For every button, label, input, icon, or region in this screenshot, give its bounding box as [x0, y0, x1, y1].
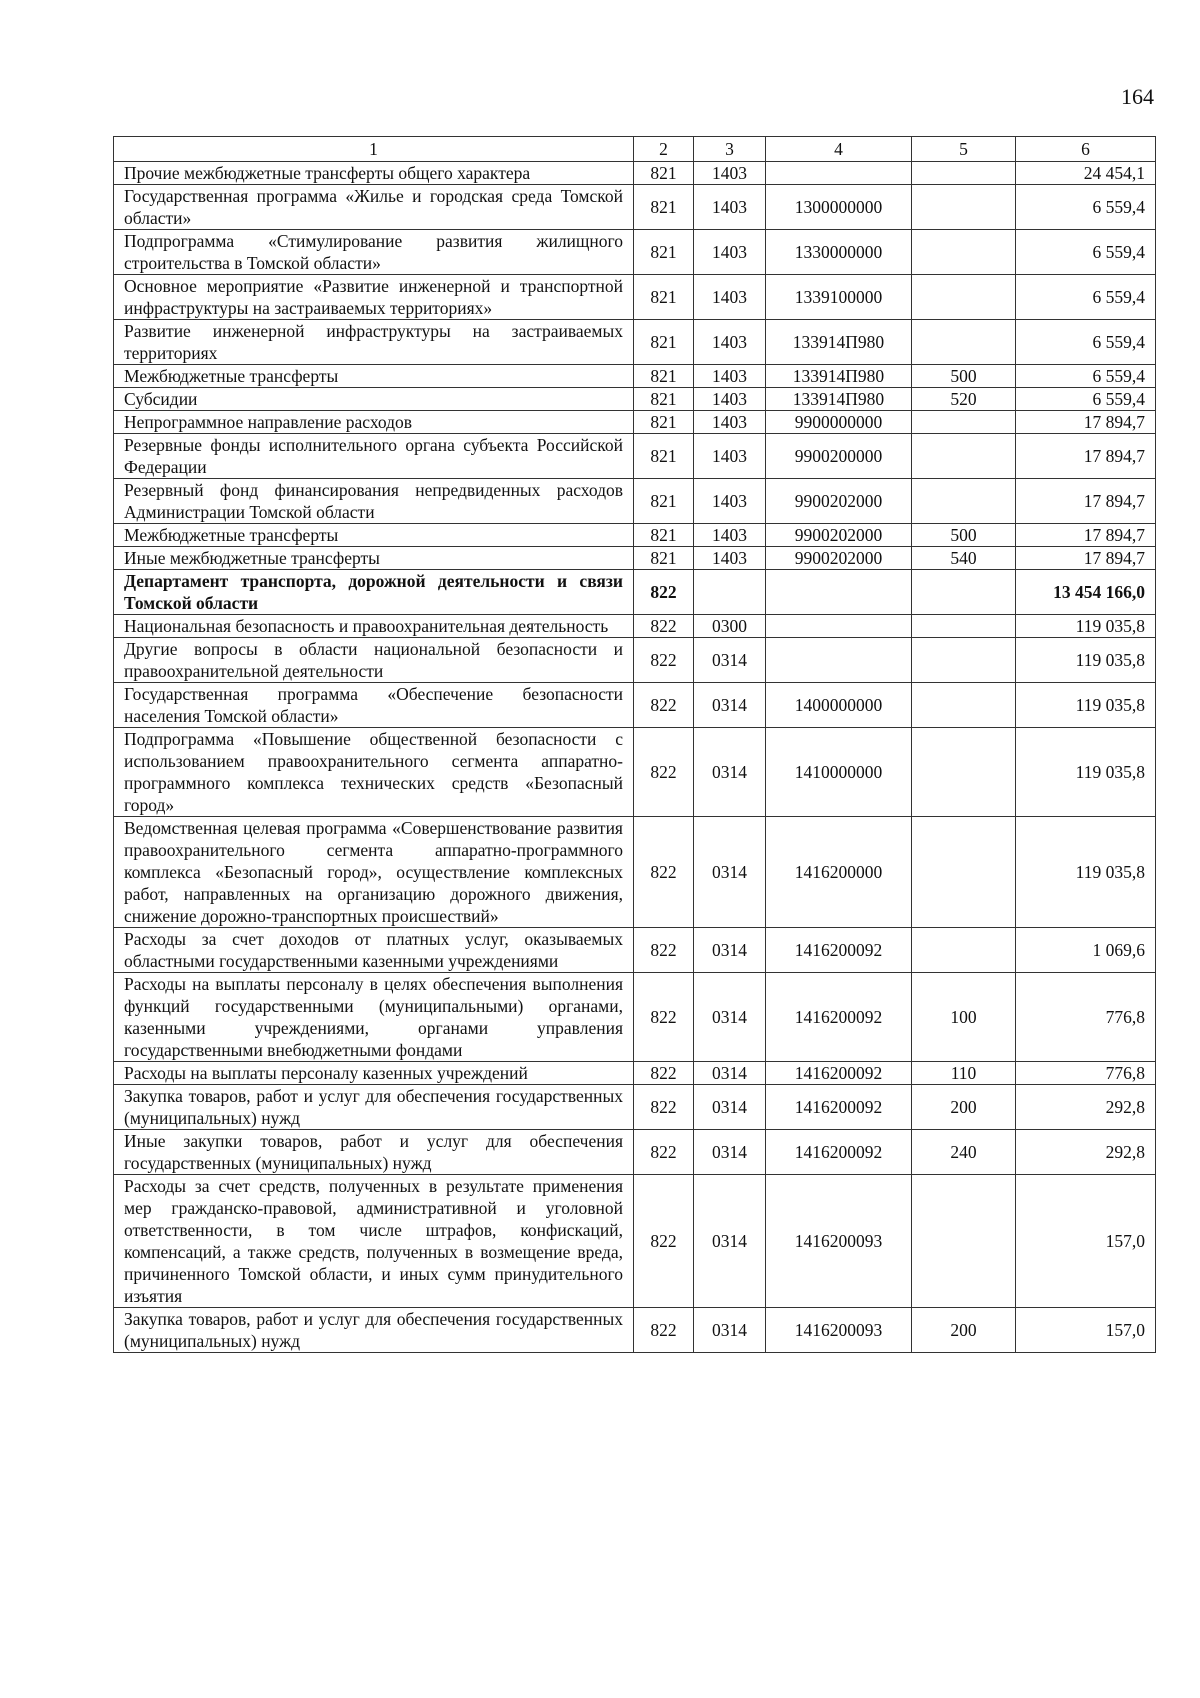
row-target-code: 9900202000 [766, 524, 912, 547]
row-name: Расходы на выплаты персоналу казенных учреждений [114, 1062, 634, 1085]
row-expense-type [912, 434, 1016, 479]
row-ministry-code: 821 [634, 275, 694, 320]
row-amount: 6 559,4 [1016, 320, 1156, 365]
row-name: Подпрограмма «Повышение общественной безопасности с использованием правоохранительного сегмента аппаратно-программного комплекса технических средств «Безопасный город» [114, 728, 634, 817]
row-ministry-code: 821 [634, 320, 694, 365]
row-amount: 119 035,8 [1016, 615, 1156, 638]
row-expense-type [912, 162, 1016, 185]
row-name: Непрограммное направление расходов [114, 411, 634, 434]
row-ministry-code: 822 [634, 1085, 694, 1130]
row-amount: 157,0 [1016, 1175, 1156, 1308]
row-section-code: 1403 [694, 320, 766, 365]
row-amount: 119 035,8 [1016, 638, 1156, 683]
row-section-code: 0314 [694, 928, 766, 973]
row-section-code: 1403 [694, 388, 766, 411]
row-section-code: 1403 [694, 434, 766, 479]
table-row [114, 434, 1156, 479]
row-name: Прочие межбюджетные трансферты общего характера [114, 162, 634, 185]
row-name: Другие вопросы в области национальной безопасности и правоохранительной деятельности [114, 638, 634, 683]
row-name: Закупка товаров, работ и услуг для обеспечения государственных (муниципальных) нужд [114, 1085, 634, 1130]
row-name: Резервный фонд финансирования непредвиденных расходов Администрации Томской области [114, 479, 634, 524]
row-target-code: 1416200092 [766, 1085, 912, 1130]
row-target-code: 9900200000 [766, 434, 912, 479]
header-cell: 1 [114, 137, 634, 162]
row-expense-type [912, 479, 1016, 524]
row-target-code: 1410000000 [766, 728, 912, 817]
row-target-code: 133914П980 [766, 365, 912, 388]
table-row [114, 365, 1156, 388]
row-ministry-code: 821 [634, 479, 694, 524]
row-ministry-code: 821 [634, 524, 694, 547]
row-expense-type [912, 320, 1016, 365]
table-row [114, 1062, 1156, 1085]
row-section-code: 0314 [694, 638, 766, 683]
table-row [114, 162, 1156, 185]
row-amount: 24 454,1 [1016, 162, 1156, 185]
row-target-code: 1416200093 [766, 1175, 912, 1308]
table-row [114, 479, 1156, 524]
row-name: Иные закупки товаров, работ и услуг для обеспечения государственных (муниципальных) нужд [114, 1130, 634, 1175]
table-row [114, 411, 1156, 434]
row-amount: 776,8 [1016, 973, 1156, 1062]
row-target-code [766, 570, 912, 615]
row-target-code [766, 162, 912, 185]
row-section-code: 1403 [694, 230, 766, 275]
row-target-code: 1416200092 [766, 928, 912, 973]
row-ministry-code: 822 [634, 570, 694, 615]
row-name: Иные межбюджетные трансферты [114, 547, 634, 570]
row-amount: 17 894,7 [1016, 411, 1156, 434]
row-ministry-code: 822 [634, 615, 694, 638]
row-expense-type: 500 [912, 365, 1016, 388]
row-amount: 17 894,7 [1016, 547, 1156, 570]
row-section-code: 1403 [694, 162, 766, 185]
table-row [114, 570, 1156, 615]
row-name: Субсидии [114, 388, 634, 411]
row-expense-type [912, 570, 1016, 615]
row-ministry-code: 822 [634, 973, 694, 1062]
row-amount: 119 035,8 [1016, 728, 1156, 817]
header-cell: 6 [1016, 137, 1156, 162]
row-ministry-code: 822 [634, 1130, 694, 1175]
row-target-code: 1416200000 [766, 817, 912, 928]
row-expense-type [912, 411, 1016, 434]
row-ministry-code: 821 [634, 365, 694, 388]
row-target-code: 1300000000 [766, 185, 912, 230]
row-ministry-code: 821 [634, 162, 694, 185]
budget-table [113, 136, 1156, 1353]
table-row [114, 928, 1156, 973]
page-number: 164 [1121, 84, 1154, 109]
row-name: Департамент транспорта, дорожной деятельности и связи Томской области [114, 570, 634, 615]
row-target-code [766, 638, 912, 683]
row-section-code: 0314 [694, 728, 766, 817]
row-name: Государственная программа «Обеспечение безопасности населения Томской области» [114, 683, 634, 728]
row-section-code: 0314 [694, 683, 766, 728]
row-target-code: 1330000000 [766, 230, 912, 275]
row-ministry-code: 821 [634, 547, 694, 570]
table-row [114, 524, 1156, 547]
row-target-code: 9900202000 [766, 547, 912, 570]
row-name: Межбюджетные трансферты [114, 524, 634, 547]
row-target-code: 133914П980 [766, 388, 912, 411]
row-section-code: 1403 [694, 524, 766, 547]
row-amount: 6 559,4 [1016, 365, 1156, 388]
table-row [114, 1175, 1156, 1308]
row-target-code: 1416200092 [766, 1062, 912, 1085]
row-ministry-code: 821 [634, 230, 694, 275]
row-target-code: 133914П980 [766, 320, 912, 365]
row-name: Подпрограмма «Стимулирование развития жилищного строительства в Томской области» [114, 230, 634, 275]
row-expense-type [912, 275, 1016, 320]
row-expense-type [912, 615, 1016, 638]
row-name: Национальная безопасность и правоохранительная деятельность [114, 615, 634, 638]
row-section-code: 1403 [694, 411, 766, 434]
row-amount: 157,0 [1016, 1308, 1156, 1353]
row-target-code: 1416200092 [766, 973, 912, 1062]
row-amount: 119 035,8 [1016, 817, 1156, 928]
row-amount: 17 894,7 [1016, 524, 1156, 547]
row-expense-type [912, 185, 1016, 230]
row-section-code: 0314 [694, 1085, 766, 1130]
row-ministry-code: 821 [634, 411, 694, 434]
row-name: Резервные фонды исполнительного органа субъекта Российской Федерации [114, 434, 634, 479]
header-cell: 2 [634, 137, 694, 162]
row-section-code: 1403 [694, 275, 766, 320]
row-expense-type [912, 638, 1016, 683]
row-expense-type [912, 230, 1016, 275]
row-name: Расходы за счет доходов от платных услуг, оказываемых областными государственными казенными учреждениями [114, 928, 634, 973]
row-expense-type: 520 [912, 388, 1016, 411]
header-cell: 4 [766, 137, 912, 162]
row-ministry-code: 822 [634, 1062, 694, 1085]
row-section-code: 1403 [694, 185, 766, 230]
row-name: Государственная программа «Жилье и городская среда Томской области» [114, 185, 634, 230]
row-ministry-code: 821 [634, 434, 694, 479]
row-target-code: 1416200093 [766, 1308, 912, 1353]
row-expense-type: 110 [912, 1062, 1016, 1085]
row-ministry-code: 821 [634, 388, 694, 411]
row-ministry-code: 821 [634, 185, 694, 230]
header-cell: 5 [912, 137, 1016, 162]
row-amount: 6 559,4 [1016, 230, 1156, 275]
row-expense-type: 100 [912, 973, 1016, 1062]
row-amount: 776,8 [1016, 1062, 1156, 1085]
table-row [114, 185, 1156, 230]
row-amount: 6 559,4 [1016, 185, 1156, 230]
row-target-code: 9900000000 [766, 411, 912, 434]
row-section-code: 0314 [694, 817, 766, 928]
row-target-code [766, 615, 912, 638]
table-row [114, 973, 1156, 1062]
row-expense-type: 500 [912, 524, 1016, 547]
row-amount: 17 894,7 [1016, 479, 1156, 524]
row-ministry-code: 822 [634, 728, 694, 817]
row-name: Развитие инженерной инфраструктуры на застраиваемых территориях [114, 320, 634, 365]
row-expense-type [912, 728, 1016, 817]
row-section-code: 0314 [694, 1175, 766, 1308]
table-row [114, 1130, 1156, 1175]
row-amount: 1 069,6 [1016, 928, 1156, 973]
row-name: Расходы за счет средств, полученных в результате применения мер гражданско-правовой, административной и уголовной ответственности, в том числе штрафов, конфискаций, компенсаций, а также средств, полученных в возмещение вреда, причиненного Томской области, и иных сумм принудительного изъятия [114, 1175, 634, 1308]
row-expense-type [912, 928, 1016, 973]
table-row [114, 615, 1156, 638]
row-section-code: 1403 [694, 479, 766, 524]
row-name: Межбюджетные трансферты [114, 365, 634, 388]
row-name: Ведомственная целевая программа «Совершенствование развития правоохранительного сегмента аппаратно-программного комплекса «Безопасный город», осуществление комплексных работ, направленных на организацию дорожного движения, снижение дорожно-транспортных происшествий» [114, 817, 634, 928]
row-amount: 17 894,7 [1016, 434, 1156, 479]
row-target-code: 1416200092 [766, 1130, 912, 1175]
row-section-code: 0314 [694, 973, 766, 1062]
row-expense-type: 200 [912, 1308, 1016, 1353]
table-row [114, 683, 1156, 728]
row-ministry-code: 822 [634, 817, 694, 928]
row-expense-type: 240 [912, 1130, 1016, 1175]
row-expense-type [912, 1175, 1016, 1308]
row-expense-type: 200 [912, 1085, 1016, 1130]
row-expense-type: 540 [912, 547, 1016, 570]
row-amount: 6 559,4 [1016, 275, 1156, 320]
row-ministry-code: 822 [634, 1308, 694, 1353]
row-target-code: 1339100000 [766, 275, 912, 320]
row-amount: 292,8 [1016, 1085, 1156, 1130]
row-ministry-code: 822 [634, 1175, 694, 1308]
row-section-code: 0314 [694, 1308, 766, 1353]
row-amount: 292,8 [1016, 1130, 1156, 1175]
table-row [114, 817, 1156, 928]
table-row [114, 638, 1156, 683]
table-row [114, 728, 1156, 817]
table-row [114, 547, 1156, 570]
row-expense-type [912, 683, 1016, 728]
table-row [114, 1085, 1156, 1130]
row-section-code: 0314 [694, 1130, 766, 1175]
row-section-code: 1403 [694, 547, 766, 570]
row-name: Основное мероприятие «Развитие инженерной и транспортной инфраструктуры на застраиваемых территориях» [114, 275, 634, 320]
row-section-code: 1403 [694, 365, 766, 388]
header-row [114, 137, 1156, 162]
row-ministry-code: 822 [634, 638, 694, 683]
table-row [114, 230, 1156, 275]
row-amount: 119 035,8 [1016, 683, 1156, 728]
header-cell: 3 [694, 137, 766, 162]
row-target-code: 9900202000 [766, 479, 912, 524]
table-row [114, 388, 1156, 411]
row-expense-type [912, 817, 1016, 928]
row-name: Расходы на выплаты персоналу в целях обеспечения выполнения функций государственными (муниципальными) органами, казенными учреждениями, органами управления государственными внебюджетными фондами [114, 973, 634, 1062]
row-section-code [694, 570, 766, 615]
table-row [114, 275, 1156, 320]
row-target-code: 1400000000 [766, 683, 912, 728]
row-name: Закупка товаров, работ и услуг для обеспечения государственных (муниципальных) нужд [114, 1308, 634, 1353]
row-amount: 13 454 166,0 [1016, 570, 1156, 615]
row-amount: 6 559,4 [1016, 388, 1156, 411]
table-row [114, 320, 1156, 365]
row-section-code: 0314 [694, 1062, 766, 1085]
table-row [114, 1308, 1156, 1353]
row-ministry-code: 822 [634, 683, 694, 728]
row-ministry-code: 822 [634, 928, 694, 973]
row-section-code: 0300 [694, 615, 766, 638]
